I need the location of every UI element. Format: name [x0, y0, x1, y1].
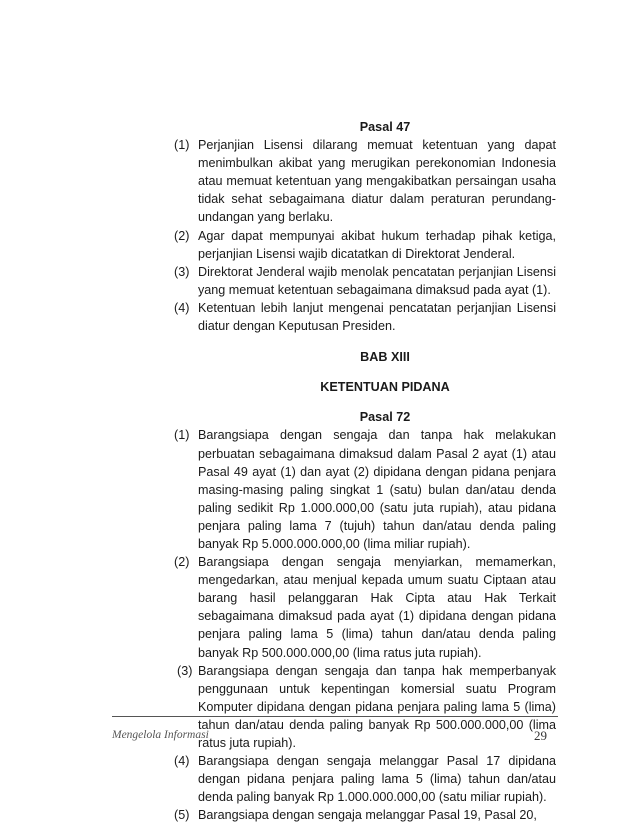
item-number: (3)	[174, 264, 190, 279]
article-72-item-1	[174, 426, 556, 553]
article-47-item-4	[174, 299, 556, 335]
item-text: Barangsiapa dengan sengaja dan tanpa hak memperbanyak penggunaan untuk kepentingan komersial suatu Program Komputer dipidana dengan pidana penjara paling lama 5 (lima) tahun dan/atau denda paling banyak Rp 500.000.000,00 (lima ratus juta rupiah).	[198, 663, 556, 750]
item-number: (3)	[177, 663, 193, 678]
item-text: Barangsiapa dengan sengaja melanggar Pasal 17 dipidana dengan pidana penjara paling lama 5 (lima) tahun dan/atau denda paling banyak Rp 1.000.000.000,00 (satu miliar rupiah).	[198, 754, 556, 805]
item-number: (4)	[174, 754, 190, 769]
article-47-title: Pasal 47	[359, 120, 411, 134]
footer-book-title: Mengelola Informasi	[112, 729, 209, 741]
item-number: (1)	[174, 138, 190, 153]
item-number: (2)	[174, 228, 190, 243]
item-text: Barangsiapa dengan sengaja melanggar Pasal 19, Pasal 20,	[198, 808, 537, 823]
article-47-item-1	[174, 136, 556, 226]
page-number: 29	[534, 728, 547, 743]
item-text: Agar dapat mempunyai akibat hukum terhadap pihak ketiga, perjanjian Lisensi wajib dicatatkan di Direktorat Jenderal.	[198, 228, 556, 261]
article-72-item-3	[174, 662, 556, 752]
item-text: Direktorat Jenderal wajib menolak pencatatan perjanjian Lisensi yang memuat ketentuan sebagaimana dimaksud pada ayat (1).	[198, 264, 556, 297]
item-text: Perjanjian Lisensi dilarang memuat ketentuan yang dapat menimbulkan akibat yang merugikan perekonomian Indonesia atau memuat ketentuan yang mengakibatkan persaingan usaha tidak sehat sebagaimana diatur dalam peraturan perundang-undangan yang berlaku.	[198, 138, 556, 225]
item-number: (5)	[174, 808, 190, 823]
chapter-number: BAB XIII	[360, 350, 410, 365]
item-text: Ketentuan lebih lanjut mengenai pencatatan perjanjian Lisensi diatur dengan Keputusan Presiden.	[198, 300, 556, 334]
item-number: (2)	[174, 555, 190, 570]
article-72-item-4	[174, 752, 556, 806]
article-47-item-2	[174, 227, 556, 263]
item-number: (4)	[174, 300, 190, 315]
article-47-item-3	[174, 263, 556, 299]
article-72-title: Pasal 72	[359, 410, 411, 425]
article-72-item-5	[174, 806, 556, 824]
item-number: (1)	[174, 428, 190, 443]
page-body	[174, 118, 556, 824]
item-text: Barangsiapa dengan sengaja menyiarkan, memamerkan, mengedarkan, atau menjual kepada umum suatu Ciptaan atau barang hasil pelanggaran Hak Cipta atau Hak Terkait sebagaimana dimaksud pada ayat (1) dipidana dengan pidana penjara paling lama 5 (lima) tahun dan/atau denda paling banyak Rp 500.000.000,00 (lima ratus juta rupiah).	[198, 555, 556, 660]
chapter-title: KETENTUAN PIDANA	[320, 380, 450, 395]
item-text: Barangsiapa dengan sengaja dan tanpa hak melakukan perbuatan sebagaimana dimaksud dalam Pasal 2 ayat (1) atau Pasal 49 ayat (1) dan ayat (2) dipidana dengan pidana penjara masing-masing paling singkat 1 (satu) bulan dan/atau denda paling sedikit Rp 1.000.000,00 (satu juta rupiah), atau pidana penjara paling lama 7 (tujuh) tahun dan/atau denda paling banyak Rp 5.000.000.000,00 (lima miliar rupiah).	[198, 428, 556, 551]
footer-divider	[112, 716, 558, 717]
article-72-item-2	[174, 553, 556, 662]
